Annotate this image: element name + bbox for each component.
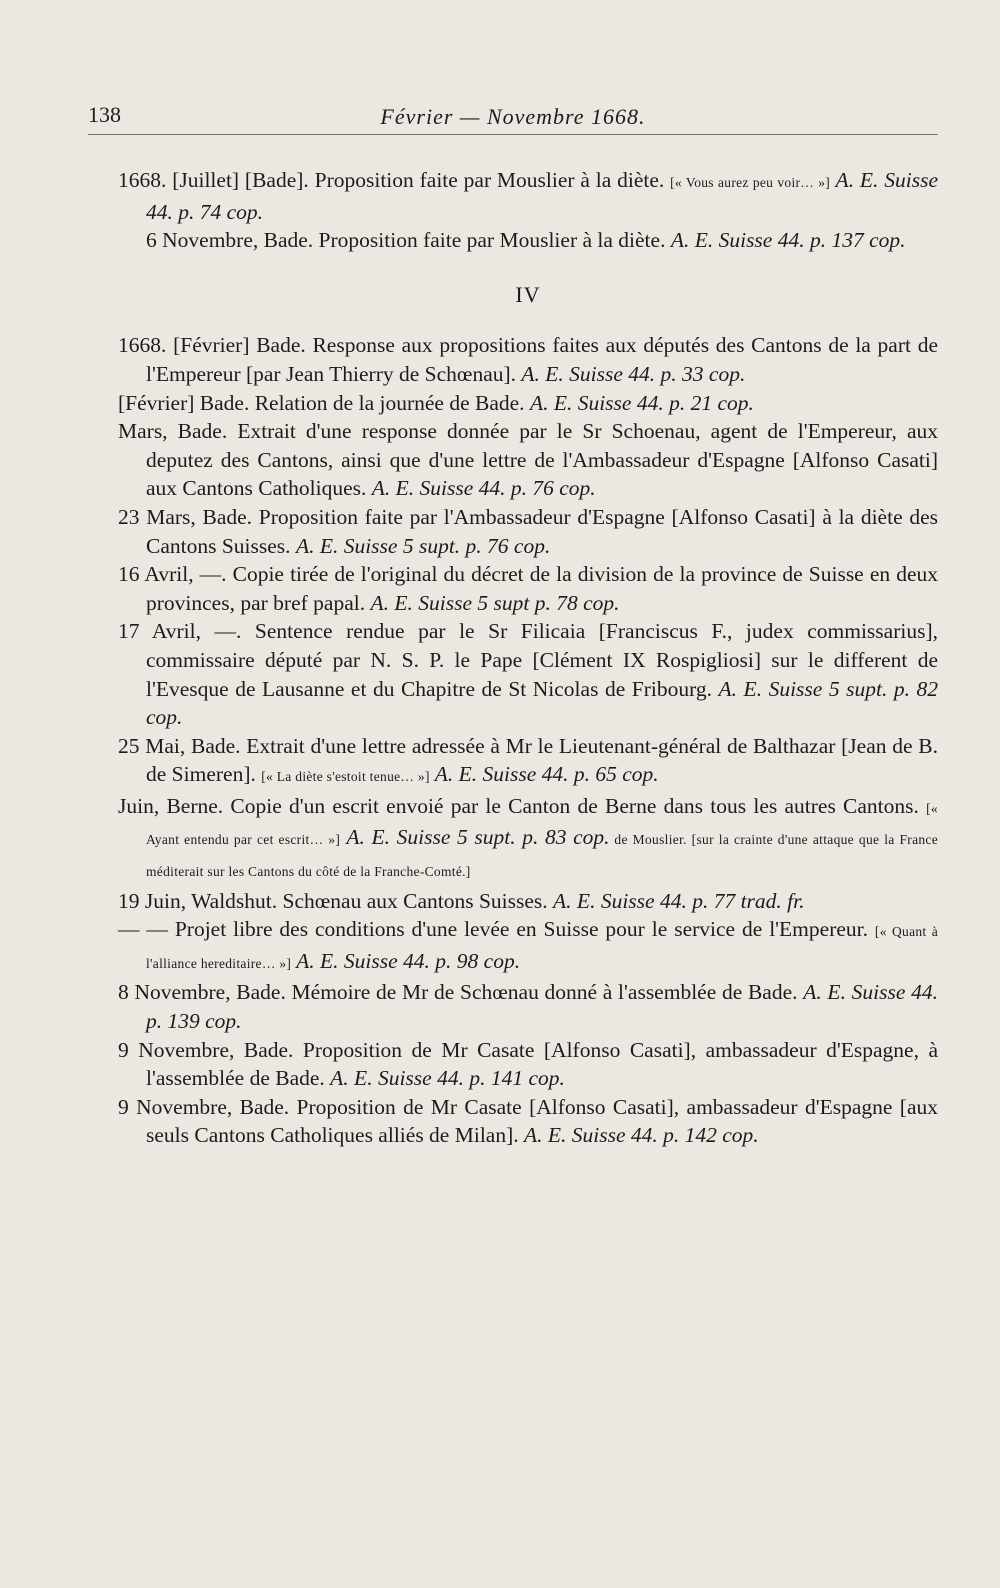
section-heading: IV xyxy=(515,281,541,307)
entry-paragraph xyxy=(118,1093,938,1150)
entry-text: 6 Novembre, Bade. Proposition faite par Mouslier à la diète. xyxy=(146,228,671,253)
entry-incipit: [« La diète s'estoit tenue… »] xyxy=(261,769,430,785)
entry-incipit: [« Vous aurez peu voir… »] xyxy=(670,175,831,190)
entry-text: 19 Juin, Waldshut. Schœnau aux Cantons Suisses. xyxy=(118,888,554,913)
entry-paragraph xyxy=(118,1036,938,1093)
entry-reference: A. E. Suisse 44. p. 142 cop. xyxy=(524,1123,759,1148)
entry-note: de Mouslier. [sur la crainte d'une attaque que la France méditerait sur les Cantons du côté de la Franche-Comté.] xyxy=(146,832,938,880)
entry-text: — — Projet libre des conditions d'une levée en Suisse pour le service de l'Empereur. xyxy=(118,917,875,942)
entry-reference: A. E. Suisse 5 supt. p. 83 cop. xyxy=(340,825,610,850)
entry-paragraph xyxy=(118,166,938,226)
entry-text: 9 Novembre, Bade. Proposition de Mr Casate [Alfonso Casati], ambassadeur d'Espagne [aux seuls Cantons Catholiques alliés de Milan]. xyxy=(118,1094,938,1148)
entry-incipit: [« Quant à l'alliance hereditaire… »] xyxy=(146,924,938,971)
entry-text: [Février] Bade. Relation de la journée de Bade. xyxy=(118,390,530,415)
entry-text: 8 Novembre, Bade. Mémoire de Mr de Schœnau donné à l'assemblée de Bade. xyxy=(118,980,804,1005)
entry-reference: A. E. Suisse 44. p. 98 cop. xyxy=(291,948,521,973)
entry-paragraph xyxy=(118,792,938,887)
entry-paragraph xyxy=(118,503,938,560)
entry-paragraph xyxy=(118,978,938,1035)
entry-reference: A. E. Suisse 44. p. 141 cop. xyxy=(330,1066,565,1091)
entry-paragraph xyxy=(118,887,938,916)
entry-paragraph xyxy=(118,226,938,255)
entry-text: Juin, Berne. Copie d'un escrit envoié par le Canton de Berne dans tous les autres Cantons. xyxy=(118,793,927,818)
entry-reference: A. E. Suisse 5 supt p. 78 cop. xyxy=(370,590,620,615)
entry-reference: A. E. Suisse 44. p. 65 cop. xyxy=(429,762,659,787)
page-content xyxy=(118,166,938,1150)
entry-reference: A. E. Suisse 44. p. 137 cop. xyxy=(670,228,906,253)
entry-reference: A. E. Suisse 44. p. 76 cop. xyxy=(371,476,596,501)
entry-text: 1668. [Juillet] [Bade]. Proposition faite par Mouslier à la diète. xyxy=(118,168,671,192)
entry-incipit: [« Ayant entendu par cet escrit… »] xyxy=(146,800,938,848)
entry-text: Mars, Bade. Extrait d'une response donnée par le Sr Schoenau, agent de l'Empereur, aux deputez des Cantons, ainsi que d'une lettre de l'Ambassadeur d'Espagne [Alfonso Casati] aux Cantons Catholiques. xyxy=(118,419,938,501)
entry-paragraph xyxy=(118,617,938,731)
entry-text: 25 Mai, Bade. Extrait d'une lettre adressée à Mr le Lieutenant-général de Balthazar [Jean de B. de Simeren]. xyxy=(118,733,938,787)
entry-text: 9 Novembre, Bade. Proposition de Mr Casate [Alfonso Casati], ambassadeur d'Espagne, à l'assemblée de Bade. xyxy=(118,1037,938,1091)
entry-reference: A. E. Suisse 5 supt. p. 82 cop. xyxy=(146,676,938,730)
entry-reference: A. E. Suisse 5 supt. p. 76 cop. xyxy=(295,533,551,558)
entry-reference: A. E. Suisse 44. p. 74 cop. xyxy=(146,168,938,224)
running-title: Février — Novembre 1668. xyxy=(380,104,646,129)
entry-text: 17 Avril, —. Sentence rendue par le Sr Filicaia [Franciscus F., judex commissarius], commissaire député par N. S. P. le Pape [Clément IX Rospigliosi] sur le different de l'Evesque de Lausanne et du Chapitre de St Nicolas de Fribourg. xyxy=(118,619,938,701)
page-number: 138 xyxy=(88,102,121,127)
entry-paragraph xyxy=(118,331,938,388)
page-header xyxy=(88,98,938,135)
entry-reference: A. E. Suisse 44. p. 139 cop. xyxy=(146,980,938,1034)
entry-reference: A. E. Suisse 44. p. 21 cop. xyxy=(529,390,754,415)
entry-reference: A. E. Suisse 44. p. 77 trad. fr. xyxy=(553,888,805,913)
entry-paragraph xyxy=(118,732,938,792)
entry-text: 1668. [Février] Bade. Response aux propositions faites aux députés des Cantons de la part de l'Empereur [par Jean Thierry de Schœnau]. xyxy=(118,333,938,386)
entry-paragraph xyxy=(118,915,938,978)
entry-reference: A. E. Suisse 44. p. 33 cop. xyxy=(521,361,746,386)
entry-paragraph xyxy=(118,389,938,418)
entry-text: 16 Avril, —. Copie tirée de l'original du décret de la division de la province de Suisse en deux provinces, par bref papal. xyxy=(118,562,938,615)
entry-paragraph xyxy=(118,560,938,617)
entry-text: 23 Mars, Bade. Proposition faite par l'Ambassadeur d'Espagne [Alfonso Casati] à la diète des Cantons Suisses. xyxy=(118,504,938,558)
entry-paragraph xyxy=(118,417,938,503)
